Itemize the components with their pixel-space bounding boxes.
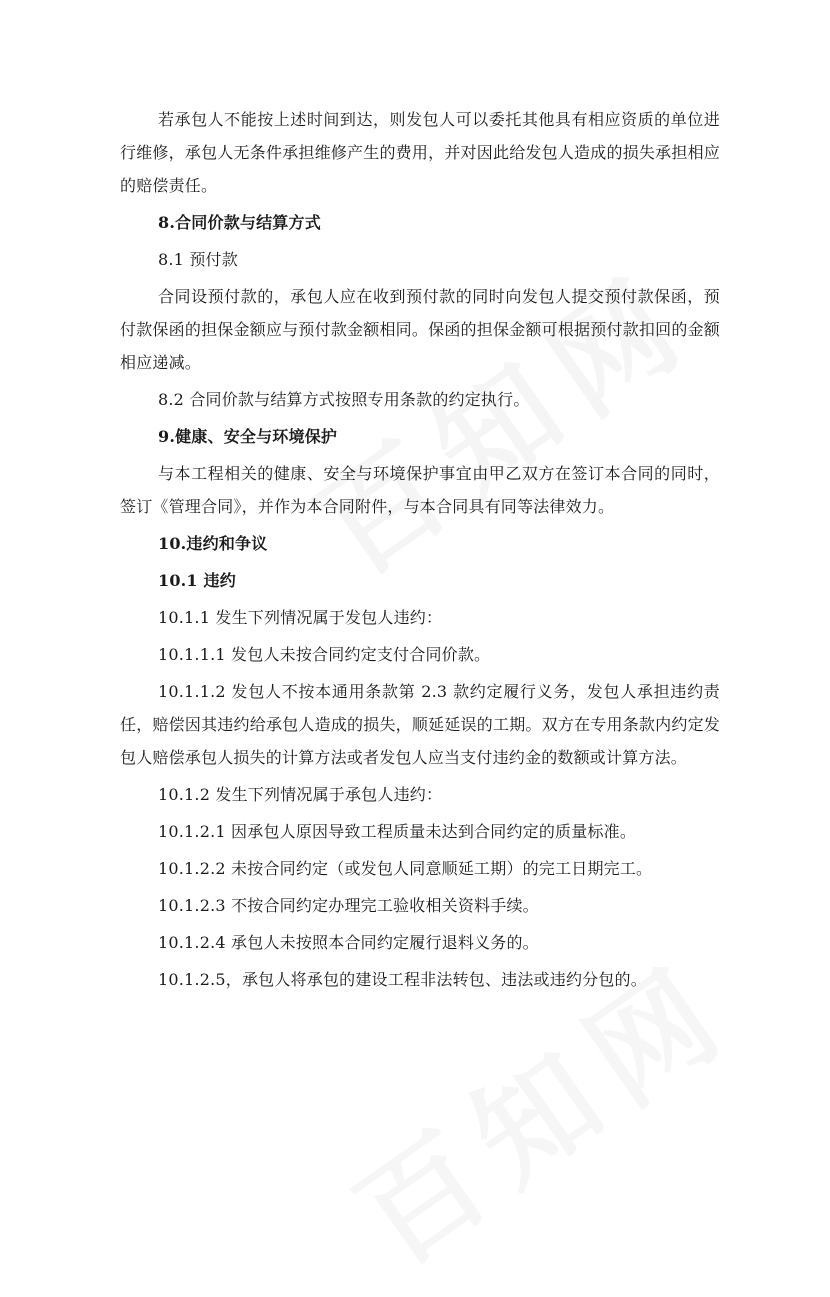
paragraph: 与本工程相关的健康、安全与环境保护事宜由甲乙双方在签订本合同的同时，签订《管理合同》，并作为本合同附件，与本合同具有同等法律效力。 [120,464,720,516]
clause: 10.1.2.1 因承包人原因导致工程质量未达到合同约定的质量标准。 [158,822,637,841]
document-body [120,103,720,1000]
paragraph: 合同设预付款的，承包人应在收到预付款的同时向发包人提交预付款保函，预付款保函的担保金额应与预付款金额相同。保函的担保金额可根据预付款扣回的金额相应递减。 [120,287,720,372]
clause: 10.1.1.1 发包人未按合同约定支付合同价款。 [158,645,491,664]
paragraph: 8.2 合同价款与结算方式按照专用条款的约定执行。 [158,390,530,409]
clause: 10.1.1 发生下列情况属于发包人违约： [158,608,443,627]
clause: 10.1.1.2 发包人不按本通用条款第 2.3 款约定履行义务，发包人承担违约责任，赔偿因其违约给承包人造成的损失，顺延延误的工期。双方在专用条款内约定发包人赔偿承包人损失的计算方法或者发包人应当支付违约金的数额或计算方法。 [120,682,720,767]
section-heading: 8.合同价款与结算方式 [158,213,321,232]
clause: 10.1.2.5，承包人将承包的建设工程非法转包、违法或违约分包的。 [158,970,647,989]
subsection-heading: 8.1 预付款 [158,250,238,269]
section-heading: 9.健康、安全与环境保护 [158,427,338,446]
clause: 10.1.2 发生下列情况属于承包人违约： [158,785,443,804]
subsection-heading: 10.1 违约 [158,571,236,590]
clause: 10.1.2.4 承包人未按照本合同约定履行退料义务的。 [158,933,539,952]
paragraph: 若承包人不能按上述时间到达，则发包人可以委托其他具有相应资质的单位进行维修，承包人无条件承担维修产生的费用，并对因此给发包人造成的损失承担相应的赔偿责任。 [120,110,720,195]
clause: 10.1.2.2 未按合同约定（或发包人同意顺延工期）的完工日期完工。 [158,859,653,878]
clause: 10.1.2.3 不按合同约定办理完工验收相关资料手续。 [158,896,539,915]
section-heading: 10.违约和争议 [158,534,268,553]
